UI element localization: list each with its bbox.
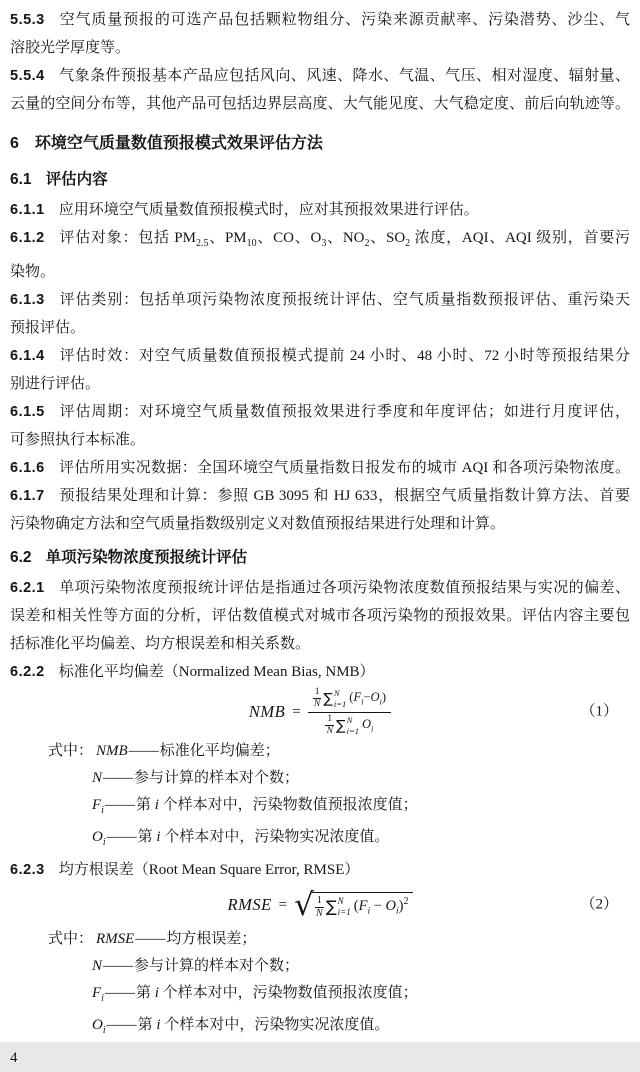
definition-dash: —— (106, 829, 137, 845)
variable-symbol: N (92, 958, 103, 974)
variable-symbol: RMSE (96, 931, 135, 947)
fraction-denominator (320, 713, 378, 739)
text-line: 6.1.5 评估周期：对环境空气质量数值预报效果进行季度和年度评估；如进行月度评估， (10, 404, 630, 420)
section-number: 6 (10, 135, 19, 152)
variable-definition (10, 824, 630, 856)
coefficient-fraction: 1 N (316, 894, 323, 919)
variable-definition (10, 738, 630, 765)
formula-lhs: NMB (248, 701, 286, 721)
formula-expression: $O_i$ (361, 716, 374, 734)
text-line: 溶胶光学厚度等。 (10, 40, 131, 56)
fraction (308, 686, 391, 739)
clause-number: 6.1.5 (10, 404, 45, 420)
text-line: 6.1.3 评估类别：包括单项污染物浓度预报统计评估、空气质量指数预报评估、重污染天 (10, 292, 630, 308)
variable-definitions (10, 926, 630, 1044)
clause-paragraph (10, 342, 630, 398)
variable-definition (10, 792, 630, 824)
clause-number: 5.5.3 (10, 12, 45, 28)
text-line: 5.5.4 气象条件预报基本产品应包括风向、风速、降水、气温、气压、相对湿度、辐射量、 (10, 68, 630, 84)
sigma-limits: N i=1 (337, 896, 351, 917)
clause-paragraph (10, 62, 630, 118)
page-number: 4 (10, 1050, 18, 1066)
variable-definition (10, 953, 630, 980)
clause-paragraph (10, 856, 630, 884)
variable-description: 标准化平均偏差； (159, 743, 280, 759)
formula-rmse (10, 884, 630, 926)
clause-paragraph (10, 398, 630, 454)
clause-paragraph (10, 574, 630, 658)
text-line: 6.1.4 评估时效：对空气质量数值预报模式提前 24 小时、48 小时、72 小时等预报结果分 (10, 348, 630, 364)
variable-symbol: $O_i$ (92, 1017, 106, 1036)
radical-icon: √ (294, 886, 314, 923)
text-line: 6.1.7 预报结果处理和计算：参照 GB 3095 和 HJ 633，根据空气质量指数计算方法、首要 (10, 488, 630, 504)
clause-number: 6.1.2 (10, 230, 45, 246)
text-line: 5.5.3 空气质量预报的可选产品包括颗粒物组分、污染来源贡献率、污染潜势、沙尘、气 (10, 12, 630, 28)
clause-number: 6.1.6 (10, 460, 45, 476)
formula-expression: $(F_i - O_i)^2$ (353, 896, 409, 918)
clause-paragraph (10, 286, 630, 342)
clause-paragraph (10, 196, 630, 224)
clause-number: 6.2.3 (10, 862, 45, 878)
variable-description: 参与计算的样本对个数； (134, 958, 300, 974)
fraction-numerator (308, 686, 391, 713)
clause-paragraph (10, 482, 630, 538)
text-line: 6.2.1 单项污染物浓度预报统计评估是指通过各项污染物浓度数值预报结果与实况的偏差、 (10, 580, 630, 596)
variable-definition (10, 1012, 630, 1044)
text-line: 别进行评估。 (10, 376, 101, 392)
definition-dash: —— (106, 1017, 137, 1033)
text-line: 染物。 (10, 264, 56, 280)
clause-paragraph (10, 6, 630, 62)
section-number: 6.1 (10, 171, 32, 188)
clause-number: 6.1.1 (10, 202, 45, 218)
clause-paragraph (10, 658, 630, 686)
clause-number: 6.2.2 (10, 664, 45, 680)
text-line: 预报评估。 (10, 320, 86, 336)
formula-nmb (10, 686, 630, 738)
sigma-symbol: ∑ (323, 690, 333, 707)
definition-dash: —— (104, 985, 135, 1001)
section-title: 环境空气质量数值预报模式效果评估方法 (34, 135, 323, 152)
where-label: 式中： (48, 743, 94, 759)
formula-expression: $(F_i-O_i)$ (349, 689, 387, 707)
section-heading (10, 166, 630, 194)
section-heading (10, 130, 630, 158)
sigma-symbol: ∑ (336, 717, 346, 734)
sigma-limits: N i=1 (333, 688, 347, 709)
variable-definitions (10, 738, 630, 856)
definition-dash: —— (103, 958, 134, 974)
variable-symbol: N (92, 770, 103, 786)
variable-symbol: $F_i$ (92, 985, 104, 1004)
variable-description: 第 i 个样本对中，污染物实况浓度值。 (137, 1017, 390, 1033)
sigma-limits: N i=1 (346, 715, 359, 736)
definition-dash: —— (135, 931, 166, 947)
clause-number: 6.2.1 (10, 580, 45, 596)
definition-dash: —— (103, 770, 134, 786)
variable-description: 第 i 个样本对中，污染物实况浓度值。 (137, 829, 390, 845)
equals-sign: = (278, 896, 288, 913)
variable-definition (10, 926, 630, 953)
text-line: 括标准化平均偏差、均方根误差和相关系数。 (10, 636, 311, 652)
sigma-symbol: ∑ (325, 897, 337, 916)
square-root (294, 886, 412, 923)
text-line: 6.1.2 评估对象：包括 $PM_{2.5}$、$PM_{10}$、CO、$O_3$、$NO_2$、$SO_2$ 浓度，AQI、AQI 级别，首要污 (10, 230, 630, 249)
text-line: 6.2.3 均方根误差（Root Mean Square Error, RMSE） (10, 862, 360, 878)
clause-number: 6.1.4 (10, 348, 45, 364)
variable-definition (10, 980, 630, 1012)
formula-tag: （2） (580, 896, 618, 913)
text-line: 云量的空间分布等，其他产品可包括边界层高度、大气能见度、大气稳定度、前后向轨迹等。 (10, 96, 630, 112)
coefficient-fraction: 1 N (326, 713, 333, 736)
text-line: 6.1.6 评估所用实况数据：全国环境空气质量指数日报发布的城市 AQI 和各项污染物浓度。 (10, 460, 630, 476)
variable-description: 第 i 个样本对中，污染物数值预报浓度值； (135, 797, 418, 813)
variable-description: 第 i 个样本对中，污染物数值预报浓度值； (135, 985, 418, 1001)
section-title: 单项污染物浓度预报统计评估 (45, 549, 248, 566)
document-content (10, 6, 630, 1044)
variable-definition (10, 765, 630, 792)
clause-paragraph (10, 224, 630, 286)
equals-sign: = (292, 703, 301, 720)
text-line: 误差和相关性等方面的分析，评估数值模式对城市各项污染物的预报效果。评估内容主要包 (10, 608, 630, 624)
section-heading (10, 544, 630, 572)
text-line: 可参照执行本标准。 (10, 432, 146, 448)
clause-number: 5.5.4 (10, 68, 45, 84)
clause-paragraph (10, 454, 630, 482)
coefficient-fraction: 1 N (313, 686, 321, 709)
variable-symbol: $O_i$ (92, 829, 106, 848)
text-line: 6.2.2 标准化平均偏差（Normalized Mean Bias, NMB） (10, 664, 375, 680)
formula-tag: （1） (580, 703, 618, 720)
clause-number: 6.1.7 (10, 488, 45, 504)
section-title: 评估内容 (45, 171, 108, 188)
text-line: 污染物确定方法和空气质量指数级别定义对数值预报结果进行处理和计算。 (10, 516, 506, 532)
clause-number: 6.1.3 (10, 292, 45, 308)
where-label: 式中： (48, 931, 94, 947)
section-number: 6.2 (10, 549, 32, 566)
radicand (312, 892, 413, 919)
variable-description: 均方根误差； (166, 931, 257, 947)
formula-lhs: RMSE (227, 894, 272, 914)
definition-dash: —— (104, 797, 135, 813)
variable-description: 参与计算的样本对个数； (134, 770, 300, 786)
text-line: 6.1.1 应用环境空气质量数值预报模式时，应对其预报效果进行评估。 (10, 202, 479, 218)
variable-symbol: $F_i$ (92, 797, 104, 816)
definition-dash: —— (128, 743, 159, 759)
variable-symbol: NMB (96, 743, 128, 759)
